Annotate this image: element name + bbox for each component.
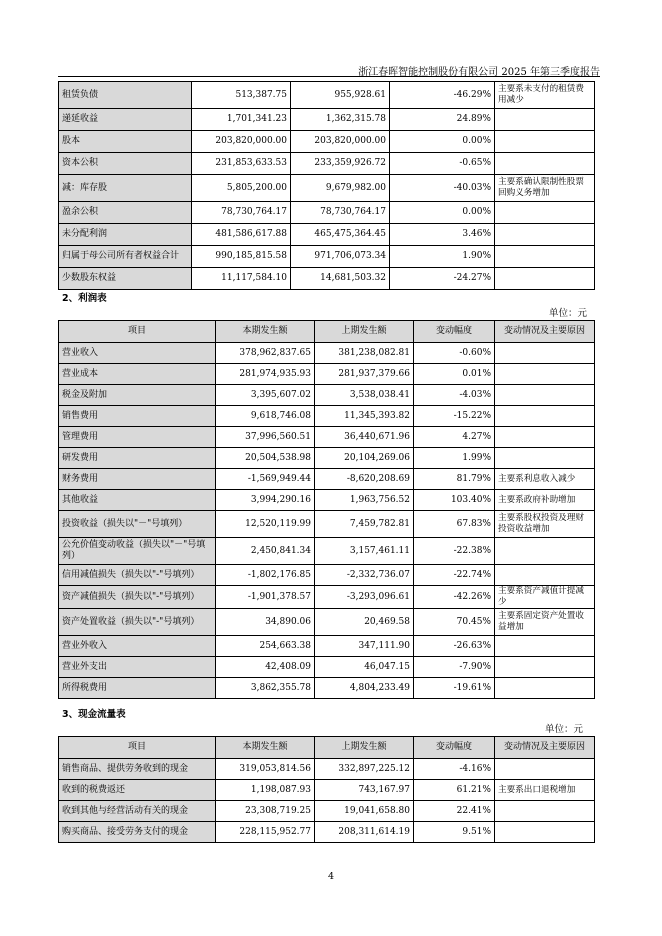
row-item-label: 资本公积 [59,153,192,175]
previous-period-value: -2,332,736.07 [315,565,414,586]
row-item-label: 股本 [59,131,192,153]
previous-period-value: 233,359,926.72 [291,153,390,175]
change-rate: -4.03% [414,385,495,406]
change-rate: 22.41% [414,801,495,822]
change-reason: 主要系固定资产处置收益增加 [495,609,595,636]
table-row [59,385,595,406]
table-row [59,448,595,469]
table-row [59,268,595,290]
row-item-label: 营业收入 [59,343,216,364]
current-period-value: 37,996,560.51 [216,427,315,448]
current-period-value: 281,974,935.93 [216,364,315,385]
change-reason [495,801,595,822]
change-reason [495,427,595,448]
previous-period-value: 14,681,503.32 [291,268,390,290]
previous-period-value: 955,928.61 [291,82,390,109]
row-item-label: 销售费用 [59,406,216,427]
row-item-label: 营业外支出 [59,657,216,678]
current-period-value: 513,387.75 [192,82,291,109]
header-divider [58,76,600,77]
change-reason [495,406,595,427]
table-row [59,657,595,678]
change-reason [495,246,595,268]
table-row [59,678,595,699]
current-period-value: 42,408.09 [216,657,315,678]
previous-period-value: 36,440,671.96 [315,427,414,448]
cash-flow-title: 3、现金流量表 [62,709,126,720]
header-previous: 上期发生额 [315,737,414,759]
change-rate: -15.22% [414,406,495,427]
change-reason [495,385,595,406]
income-statement-title: 2、利润表 [62,293,107,304]
row-item-label: 租赁负债 [59,82,192,109]
table-row [59,609,595,636]
previous-period-value: 20,469.58 [315,609,414,636]
row-item-label: 投资收益（损失以"－"号填列） [59,511,216,538]
change-reason [495,822,595,843]
current-period-value: 23,308,719.25 [216,801,315,822]
previous-period-value: 9,679,982.00 [291,175,390,202]
previous-period-value: 20,104,269.06 [315,448,414,469]
current-period-value: 319,053,814.56 [216,759,315,780]
previous-period-value: 7,459,782.81 [315,511,414,538]
change-reason [495,364,595,385]
change-rate: 67.83% [414,511,495,538]
header-previous: 上期发生额 [315,321,414,343]
row-item-label: 归属于母公司所有者权益合计 [59,246,192,268]
change-reason [495,565,595,586]
change-rate: -42.26% [414,586,495,609]
row-item-label: 购买商品、接受劳务支付的现金 [59,822,216,843]
current-period-value: 11,117,584.10 [192,268,291,290]
change-reason: 主要系出口退税增加 [495,780,595,801]
table-row [59,224,595,246]
table-row [59,406,595,427]
header-item: 项目 [59,737,216,759]
change-reason: 主要系资产减值计提减少 [495,586,595,609]
table-row [59,153,595,175]
current-period-value: 2,450,841.34 [216,538,315,565]
previous-period-value: 3,157,461.11 [315,538,414,565]
change-reason: 主要系确认限制性股票回购义务增加 [495,175,595,202]
previous-period-value: 971,706,073.34 [291,246,390,268]
change-rate: 1.99% [414,448,495,469]
table-row [59,586,595,609]
row-item-label: 信用减值损失（损失以"-"号填列） [59,565,216,586]
page-number: 4 [327,871,335,882]
previous-period-value: 203,820,000.00 [291,131,390,153]
current-period-value: 12,520,119.99 [216,511,315,538]
previous-period-value: 743,167.97 [315,780,414,801]
change-reason [495,109,595,131]
previous-period-value: 332,897,225.12 [315,759,414,780]
current-period-value: 78,730,764.17 [192,202,291,224]
cash-flow-unit: 单位：元 [545,724,584,735]
change-rate: -22.38% [414,538,495,565]
row-item-label: 递延收益 [59,109,192,131]
row-item-label: 资产减值损失（损失以"-"号填列） [59,586,216,609]
header-item: 项目 [59,321,216,343]
row-item-label: 研发费用 [59,448,216,469]
current-period-value: 3,994,290.16 [216,490,315,511]
change-reason: 主要系未支付的租赁费用减少 [495,82,595,109]
table-row [59,343,595,364]
change-reason [495,678,595,699]
change-rate: 3.46% [390,224,495,246]
current-period-value: 5,805,200.00 [192,175,291,202]
current-period-value: 228,115,952.77 [216,822,315,843]
current-period-value: 3,395,607.02 [216,385,315,406]
change-rate: -0.60% [414,343,495,364]
row-item-label: 盈余公积 [59,202,192,224]
change-reason [495,448,595,469]
table-row [59,511,595,538]
previous-period-value: 281,937,379.66 [315,364,414,385]
current-period-value: 231,853,633.53 [192,153,291,175]
change-reason [495,268,595,290]
table-row [59,175,595,202]
change-rate: 0.00% [390,131,495,153]
row-item-label: 销售商品、提供劳务收到的现金 [59,759,216,780]
previous-period-value: 208,311,614.19 [315,822,414,843]
change-rate: -0.65% [390,153,495,175]
change-rate: -26.63% [414,636,495,657]
balance-sheet-table [58,81,595,290]
row-item-label: 收到其他与经营活动有关的现金 [59,801,216,822]
previous-period-value: 11,345,393.82 [315,406,414,427]
change-reason [495,538,595,565]
table-row [59,109,595,131]
current-period-value: 3,862,355.78 [216,678,315,699]
current-period-value: 254,663.38 [216,636,315,657]
change-rate: -19.61% [414,678,495,699]
row-item-label: 其他收益 [59,490,216,511]
previous-period-value: -8,620,208.69 [315,469,414,490]
current-period-value: 1,701,341.23 [192,109,291,131]
previous-period-value: 1,362,315.78 [291,109,390,131]
row-item-label: 收到的税费返还 [59,780,216,801]
previous-period-value: 3,538,038.41 [315,385,414,406]
change-reason [495,657,595,678]
table-row [59,636,595,657]
change-reason: 主要系股权投资及理财投资收益增加 [495,511,595,538]
current-period-value: 9,618,746.08 [216,406,315,427]
change-reason [495,224,595,246]
row-item-label: 管理费用 [59,427,216,448]
table-row [59,822,595,843]
change-rate: 4.27% [414,427,495,448]
current-period-value: -1,569,949.44 [216,469,315,490]
income-statement-unit: 单位：元 [549,308,588,319]
change-rate: 0.01% [414,364,495,385]
table-row [59,82,595,109]
change-rate: 103.40% [414,490,495,511]
table-row [59,801,595,822]
change-rate: -4.16% [414,759,495,780]
table-row [59,490,595,511]
change-rate: 81.79% [414,469,495,490]
change-reason: 主要系政府补助增加 [495,490,595,511]
previous-period-value: 4,804,233.49 [315,678,414,699]
row-item-label: 税金及附加 [59,385,216,406]
row-item-label: 未分配利润 [59,224,192,246]
change-rate: 9.51% [414,822,495,843]
table-row [59,759,595,780]
change-rate: -46.29% [390,82,495,109]
row-item-label: 营业成本 [59,364,216,385]
table-header-row [59,321,595,343]
table-row [59,780,595,801]
change-rate: 24.89% [390,109,495,131]
current-period-value: 203,820,000.00 [192,131,291,153]
header-reason: 变动情况及主要原因 [495,737,595,759]
table-row [59,427,595,448]
previous-period-value: 1,963,756.52 [315,490,414,511]
table-row [59,565,595,586]
table-row [59,364,595,385]
previous-period-value: 19,041,658.80 [315,801,414,822]
previous-period-value: 46,047.15 [315,657,414,678]
current-period-value: 990,185,815.58 [192,246,291,268]
change-rate: -22.74% [414,565,495,586]
current-period-value: -1,802,176.85 [216,565,315,586]
table-row [59,202,595,224]
current-period-value: -1,901,378.57 [216,586,315,609]
change-rate: -24.27% [390,268,495,290]
current-period-value: 20,504,538.98 [216,448,315,469]
header-current: 本期发生额 [216,321,315,343]
header-reason: 变动情况及主要原因 [495,321,595,343]
current-period-value: 34,890.06 [216,609,315,636]
row-item-label: 所得税费用 [59,678,216,699]
current-period-value: 481,586,617.88 [192,224,291,246]
table-row [59,469,595,490]
income-statement-table [58,320,595,699]
row-item-label: 财务费用 [59,469,216,490]
change-reason [495,759,595,780]
report-header: 浙江春晖智能控制股份有限公司 2025 年第三季度报告 [358,67,600,78]
change-reason: 主要系利息收入减少 [495,469,595,490]
change-reason [495,343,595,364]
change-reason [495,131,595,153]
row-item-label: 营业外收入 [59,636,216,657]
change-reason [495,202,595,224]
change-rate: 70.45% [414,609,495,636]
change-rate: 1.90% [390,246,495,268]
table-row [59,131,595,153]
table-row [59,246,595,268]
current-period-value: 378,962,837.65 [216,343,315,364]
change-rate: -7.90% [414,657,495,678]
change-rate: -40.03% [390,175,495,202]
header-current: 本期发生额 [216,737,315,759]
previous-period-value: 381,238,082.81 [315,343,414,364]
previous-period-value: 347,111.90 [315,636,414,657]
header-change: 变动幅度 [414,321,495,343]
previous-period-value: -3,293,096.61 [315,586,414,609]
change-reason [495,636,595,657]
current-period-value: 1,198,087.93 [216,780,315,801]
change-reason [495,153,595,175]
previous-period-value: 78,730,764.17 [291,202,390,224]
header-change: 变动幅度 [414,737,495,759]
row-item-label: 少数股东权益 [59,268,192,290]
previous-period-value: 465,475,364.45 [291,224,390,246]
change-rate: 61.21% [414,780,495,801]
table-header-row [59,737,595,759]
row-item-label: 减：库存股 [59,175,192,202]
cash-flow-table [58,736,595,843]
row-item-label: 公允价值变动收益（损失以"－"号填列） [59,538,216,565]
table-row [59,538,595,565]
row-item-label: 资产处置收益（损失以"-"号填列） [59,609,216,636]
change-rate: 0.00% [390,202,495,224]
